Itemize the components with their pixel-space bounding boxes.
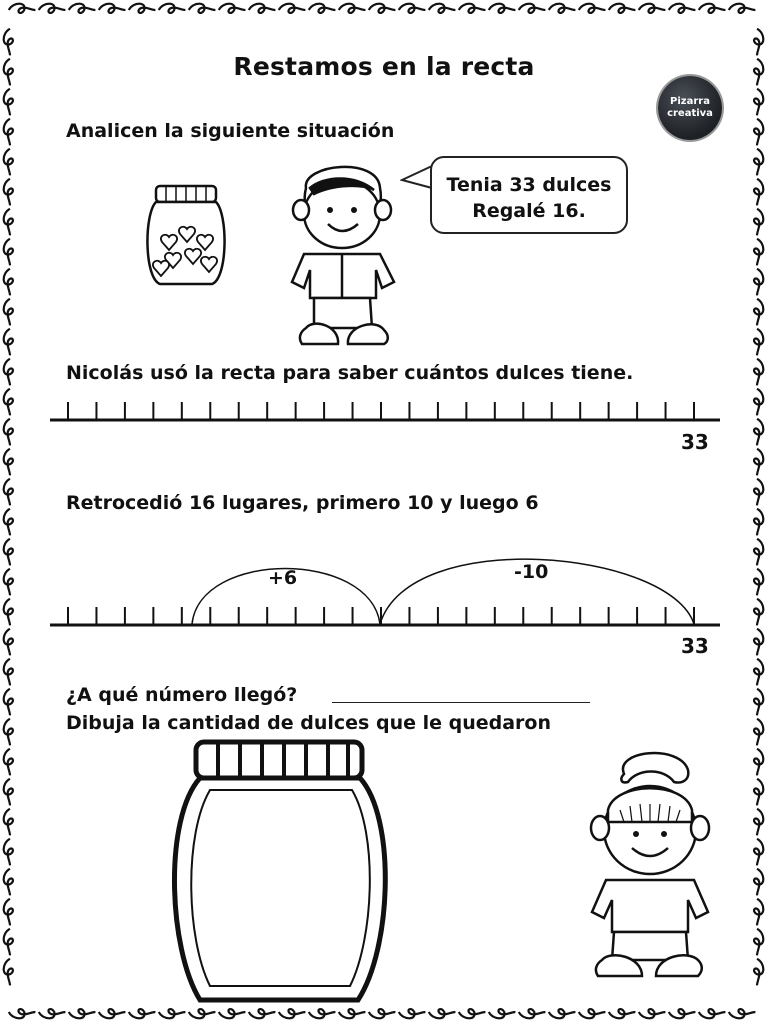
border-curl	[429, 4, 456, 13]
logo-text-bottom: creativa	[667, 108, 713, 119]
border-curl	[4, 659, 13, 686]
border-curl	[9, 4, 36, 13]
border-curl	[549, 1009, 576, 1018]
answer-blank-line[interactable]	[332, 702, 590, 703]
border-curl	[429, 1009, 456, 1018]
border-curl	[754, 299, 763, 326]
border-curl	[519, 4, 546, 13]
girl-illustration	[584, 744, 714, 990]
border-curl	[754, 359, 763, 386]
logo-text-top: Pizarra	[670, 96, 710, 107]
boy-illustration	[284, 158, 404, 354]
border-curl	[4, 299, 13, 326]
border-curl	[754, 569, 763, 596]
border-curl	[609, 4, 636, 13]
border-curl	[99, 1009, 126, 1018]
border-curl	[189, 1009, 216, 1018]
border-curl	[39, 4, 66, 13]
border-curl	[754, 509, 763, 536]
number-line-2-end-label: 33	[681, 634, 709, 658]
border-curl	[69, 4, 96, 13]
border-curl	[729, 4, 756, 13]
border-curl	[39, 1009, 66, 1018]
border-curl	[4, 209, 13, 236]
border-curl	[754, 929, 763, 956]
border-curl	[129, 1009, 156, 1018]
number-line-1-end-label: 33	[681, 430, 709, 454]
border-curl	[4, 899, 13, 926]
speech-bubble	[430, 156, 628, 234]
border-curl	[69, 1009, 96, 1018]
border-curl	[609, 1009, 636, 1018]
border-curl	[579, 1009, 606, 1018]
instruction-text: Analicen la siguiente situación	[66, 120, 395, 142]
border-curl	[4, 539, 13, 566]
border-curl	[639, 4, 666, 13]
border-curl	[4, 479, 13, 506]
border-curl	[754, 329, 763, 356]
border-curl	[4, 449, 13, 476]
border-curl	[369, 1009, 396, 1018]
border-curl	[4, 359, 13, 386]
border-curl	[159, 4, 186, 13]
border-curl	[754, 449, 763, 476]
border-curl	[249, 4, 276, 13]
speech-line-2: Regalé 16.	[472, 200, 586, 222]
speech-bubble-tail	[400, 162, 434, 192]
border-curl	[4, 629, 13, 656]
border-curl	[754, 269, 763, 296]
border-curl	[399, 1009, 426, 1018]
border-curl	[754, 599, 763, 626]
border-curl	[279, 1009, 306, 1018]
border-curl	[754, 389, 763, 416]
border-curl	[489, 4, 516, 13]
border-curl	[754, 419, 763, 446]
border-curl	[4, 749, 13, 776]
border-curl	[99, 4, 126, 13]
jump-small-label: +6	[268, 567, 298, 589]
border-curl	[4, 689, 13, 716]
border-curl	[669, 1009, 696, 1018]
border-curl	[4, 389, 13, 416]
border-curl	[4, 269, 13, 296]
page-title: Restamos en la recta	[233, 52, 535, 81]
border-curl	[4, 119, 13, 146]
border-curl	[579, 4, 606, 13]
border-curl	[189, 4, 216, 13]
border-curl	[754, 119, 763, 146]
border-curl	[669, 4, 696, 13]
border-curl	[639, 1009, 666, 1018]
border-curl	[489, 1009, 516, 1018]
statement-text-2: Retrocedió 16 lugares, primero 10 y luego 6	[66, 492, 539, 514]
border-curl	[219, 4, 246, 13]
border-curl	[754, 149, 763, 176]
number-line-2	[50, 540, 722, 630]
border-curl	[549, 4, 576, 13]
border-curl	[754, 209, 763, 236]
candy-jar-illustration	[140, 182, 232, 290]
statement-text: Nicolás usó la recta para saber cuántos dulces tiene.	[66, 362, 634, 384]
border-curl	[339, 1009, 366, 1018]
border-curl	[699, 1009, 726, 1018]
border-curl	[159, 1009, 186, 1018]
border-curl	[459, 4, 486, 13]
border-curl	[754, 749, 763, 776]
border-curl	[4, 329, 13, 356]
border-curl	[9, 1009, 36, 1018]
border-curl	[754, 239, 763, 266]
border-curl	[399, 4, 426, 13]
border-curl	[754, 659, 763, 686]
border-curl	[4, 509, 13, 536]
border-curl	[4, 179, 13, 206]
border-curl	[4, 839, 13, 866]
border-curl	[699, 4, 726, 13]
border-curl	[4, 149, 13, 176]
border-curl	[309, 1009, 336, 1018]
border-curl	[754, 479, 763, 506]
jump-large-label: -10	[514, 561, 549, 583]
border-curl	[4, 89, 13, 116]
border-curl	[4, 869, 13, 896]
border-curl	[754, 959, 763, 986]
border-curl	[754, 719, 763, 746]
draw-prompt-text: Dibuja la cantidad de dulces que le quedaron	[66, 712, 551, 734]
border-curl	[129, 4, 156, 13]
border-curl	[4, 959, 13, 986]
border-curl	[249, 1009, 276, 1018]
border-curl	[4, 809, 13, 836]
border-curl	[754, 869, 763, 896]
border-curl	[4, 569, 13, 596]
border-curl	[279, 4, 306, 13]
question-text: ¿A qué número llegó?	[66, 684, 298, 706]
border-curl	[4, 929, 13, 956]
border-curl	[754, 809, 763, 836]
speech-line-1: Tenia 33 dulces	[446, 174, 612, 196]
border-curl	[4, 239, 13, 266]
border-curl	[519, 1009, 546, 1018]
border-curl	[754, 89, 763, 116]
border-curl	[754, 539, 763, 566]
border-curl	[754, 899, 763, 926]
drawing-jar[interactable]	[170, 738, 392, 1008]
border-curl	[754, 839, 763, 866]
border-curl	[459, 1009, 486, 1018]
border-curl	[754, 779, 763, 806]
border-curl	[4, 419, 13, 446]
number-line-1	[50, 396, 722, 426]
pizarra-creativa-logo	[658, 76, 722, 140]
border-curl	[309, 4, 336, 13]
border-curl	[219, 1009, 246, 1018]
border-curl	[4, 719, 13, 746]
border-curl	[754, 179, 763, 206]
border-curl	[339, 4, 366, 13]
border-curl	[729, 1009, 756, 1018]
border-curl	[754, 689, 763, 716]
border-curl	[754, 629, 763, 656]
border-curl	[4, 779, 13, 806]
border-curl	[4, 599, 13, 626]
border-curl	[369, 4, 396, 13]
